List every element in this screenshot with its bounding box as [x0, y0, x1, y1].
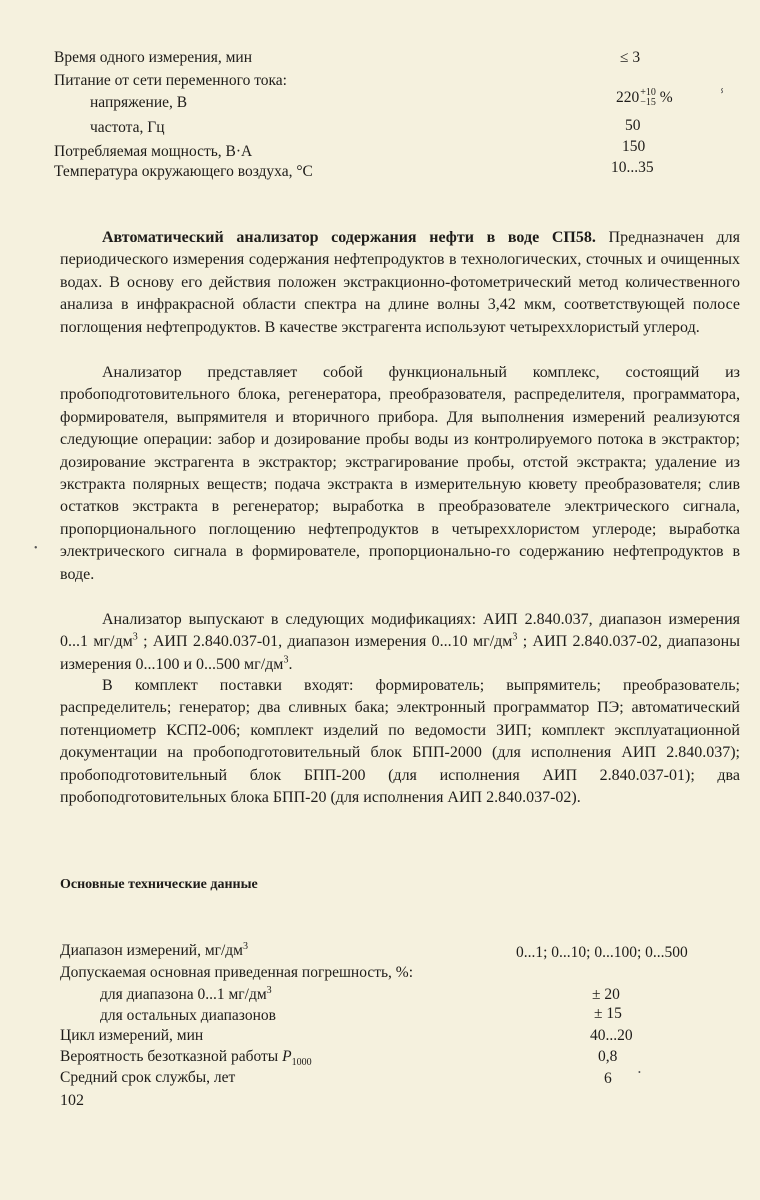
analyzer-intro-paragraph — [60, 227, 740, 339]
spec-label-text: Вероятность безотказной работы — [60, 1048, 283, 1065]
mod-text-b: ; АИП 2.840.037-01, диапазон измерения 0...10 мг/дм — [137, 633, 513, 651]
spec-label: Время одного измерения, мин — [54, 49, 252, 66]
spec-value: 10...35 — [611, 159, 654, 176]
tol-minus: −15 — [640, 97, 656, 109]
voltage-main: 220 — [616, 89, 640, 106]
sup: 3 — [283, 654, 289, 666]
spec-label — [60, 1047, 312, 1067]
scan-mark: • — [638, 1068, 641, 1077]
spec-value: ± 15 — [594, 1005, 622, 1022]
voltage-value — [616, 88, 673, 108]
delivery-set-paragraph: В комплект поставки входят: формирователь; выпрямитель; преобразователь; распределитель; генератор; два сливных бака; электронный программатор ПЭ; автоматический потенциометр КСП2-006; комплект изделий по ведомости ЗИП; комплект эксплуатационной документации на пробоподготовительный блок БПП-2000 (для исполнения АИП 2.840.037); пробоподготовительный блок БПП-200 (для исполнения АИП 2.840.037-01); два пробоподготовительных блока БПП-20 (для исполнения АИП 2.840.037-02). — [60, 677, 740, 807]
spec-label-text: Диапазон измерений, мг/дм — [60, 942, 243, 959]
spec-value: 40...20 — [590, 1027, 633, 1044]
spec-label — [100, 985, 272, 1005]
spec-value: ± 20 — [592, 986, 620, 1003]
voltage-unit: % — [659, 89, 673, 106]
spec-label: Допускаемая основная приведенная погрешность, %: — [60, 964, 414, 981]
spec-value: 0...1; 0...10; 0...100; 0...500 — [516, 944, 688, 961]
spec-label-text: для диапазона 0...1 мг/дм — [100, 986, 267, 1003]
spec-value: 150 — [622, 138, 646, 155]
scan-mark: ⸯ — [718, 91, 727, 106]
sup: 3 — [243, 940, 248, 952]
spec-label: частота, Гц — [90, 119, 165, 136]
page-number: 102 — [60, 1092, 84, 1109]
spec-label: для остальных диапазонов — [100, 1007, 276, 1024]
spec-label: Потребляемая мощность, В·А — [54, 143, 253, 160]
spec-label: Температура окружающего воздуха, °С — [54, 163, 313, 180]
tech-data-heading: Основные технические данные — [60, 877, 258, 892]
mod-text-a: Анализатор выпускают в следующих модификациях: АИП 2.840.037, диапазон измерения 0...1 мг/дм — [60, 611, 740, 651]
sup: 3 — [266, 984, 272, 996]
modifications-paragraph — [60, 609, 740, 676]
scan-mark: • — [34, 543, 38, 554]
spec-label: Средний срок службы, лет — [60, 1069, 236, 1086]
analyzer-title: Автоматический анализатор содержания нефти в воде СП58. — [102, 229, 596, 246]
sup: 3 — [512, 632, 518, 644]
spec-label: напряжение, В — [90, 94, 188, 111]
analyzer-description-paragraph: Анализатор представляет собой функциональный комплекс, состоящий из пробоподготовительного блока, регенератора, преобразователя, распределителя, программатора, формирователя, выпрямителя и вторичного прибора. Для выполнения измерений реализуются следующие операции: забор и дозирование пробы воды из контролируемого потока в экстрактор; дозирование экстрагента в экстрактор; экстрагирование пробы, отстой экстракта; удаление из экстракта полярных веществ; подача экстракта в измерительную кювету преобразователя; слив остатков экстракта в регенератор; выработка в преобразователе электрического сигнала, пропорционального поглощению нефтепродуктов в четыреххлористом углероде; выработка электрического сигнала в формирователе, пропорционально-го содержанию нефтепродуктов в воде. — [60, 364, 740, 583]
spec-label: Цикл измерений, мин — [60, 1027, 204, 1044]
spec-value: ≤ 3 — [620, 49, 641, 66]
spec-label-italic: P — [282, 1048, 292, 1065]
analyzer-intro: Предназначен для периодического измерения содержания нефтепродуктов в технологических, сточных и очищенных водах. В основу его действия положен экстракционно-фотометрический метод количественного анализа в инфракрасной области спектра на длине волны 3,42 мкм, соответствующей полосе поглощения нефтепродуктов. В качестве экстрагента используют четыреххлористый углерод. — [60, 229, 740, 336]
spec-value: 0,8 — [598, 1048, 618, 1065]
voltage-tolerance — [640, 88, 656, 108]
spec-label: Питание от сети переменного тока: — [54, 72, 287, 89]
sub: 1000 — [291, 1057, 312, 1069]
mod-text-c: ; АИП 2.840.037-02, диапазоны измерения 0...100 и 0...500 мг/дм — [60, 633, 740, 673]
spec-value: 50 — [625, 117, 641, 134]
tol-plus: +10 — [640, 87, 656, 99]
spec-value: 6 — [604, 1070, 612, 1087]
mod-end: . — [288, 655, 293, 673]
spec-label — [60, 941, 248, 961]
sup: 3 — [132, 632, 138, 644]
